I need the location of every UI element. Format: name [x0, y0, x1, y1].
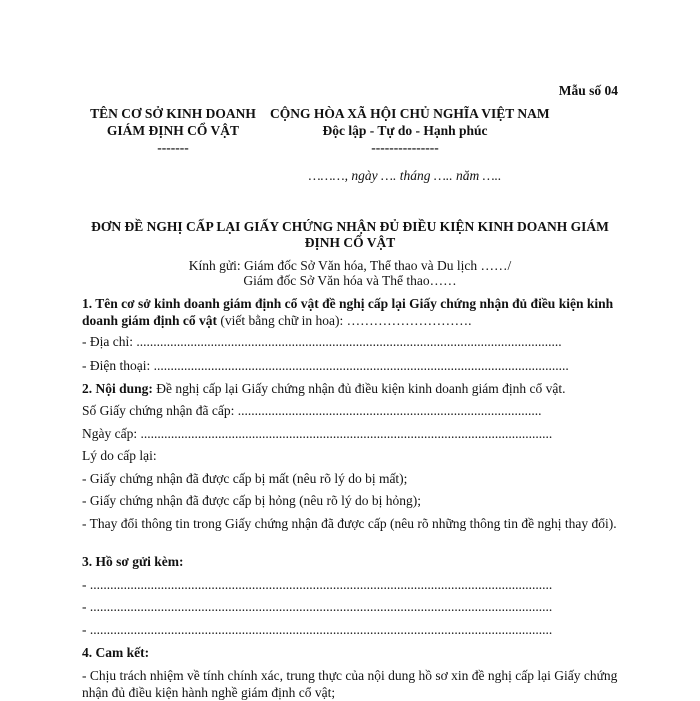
section2-heading: [82, 380, 566, 397]
org-divider: -------: [157, 140, 189, 155]
section2-heading-bold: 2. Nội dung:: [82, 381, 153, 396]
organization-header: [60, 105, 286, 156]
attachment-item-1: - .........................................................................................................................................: [82, 577, 553, 592]
address-field: - Địa chỉ: ..............................................................................................................................: [82, 334, 562, 349]
national-motto: Độc lập - Tự do - Hạnh phúc: [322, 123, 488, 138]
place-date-line: ………, ngày …. tháng ….. năm …..: [308, 168, 502, 183]
recipients: [150, 258, 550, 288]
certificate-number-field: Số Giấy chứng nhận đã cấp: ..........................................................................................: [82, 403, 542, 418]
commitment-item-1: - Chịu trách nhiệm về tính chính xác, trung thực của nội dung hồ sơ xin đề nghị cấp lại Giấy chứng nhận đủ điều kiện hành nghề giám định cổ vật;: [82, 668, 618, 700]
section1-heading-bold: 1. Tên cơ sở kinh doanh giám định cổ vật đề nghị cấp lại Giấy chứng nhận đủ điều kiện kinh doanh giám định cổ vật: [82, 296, 614, 328]
reason-damaged: - Giấy chứng nhận đã được cấp bị hỏng (nêu rõ lý do bị hỏng);: [82, 493, 421, 508]
org-name-line1: TÊN CƠ SỞ KINH DOANH: [90, 106, 256, 121]
national-header: [270, 105, 550, 156]
recipient-line2: Giám đốc Sở Văn hóa và Thể thao……: [243, 273, 457, 288]
motto-divider: ---------------: [371, 140, 439, 155]
attachment-item-2: - .........................................................................................................................................: [82, 599, 553, 614]
recipient-line1: Kính gửi: Giám đốc Sở Văn hóa, Thể thao và Du lịch ……/: [188, 258, 512, 273]
reason-changed: - Thay đổi thông tin trong Giấy chứng nhận đã được cấp (nêu rõ những thông tin đề nghị thay đổi).: [82, 516, 617, 531]
section1-heading-note: (viết bằng chữ in hoa): ……………………….: [217, 313, 472, 328]
section2-heading-text: Đề nghị cấp lại Giấy chứng nhận đủ điều kiện kinh doanh giám định cổ vật.: [152, 381, 566, 396]
document-title: ĐƠN ĐỀ NGHỊ CẤP LẠI GIẤY CHỨNG NHẬN ĐỦ ĐIỀU KIỆN KINH DOANH GIÁM ĐỊNH CỔ VẬT: [91, 219, 609, 250]
section1-heading: [82, 295, 634, 329]
reason-lost: - Giấy chứng nhận đã được cấp bị mất (nêu rõ lý do bị mất);: [82, 471, 408, 486]
section4-heading: 4. Cam kết:: [82, 645, 150, 660]
issue-date-field: Ngày cấp: ..........................................................................................................................: [82, 426, 553, 441]
phone-field: - Điện thoại: ...........................................................................................................................: [82, 358, 569, 373]
section3-heading: 3. Hồ sơ gửi kèm:: [82, 554, 184, 569]
reason-label: Lý do cấp lại:: [82, 448, 157, 463]
org-name-line2: GIÁM ĐỊNH CỔ VẬT: [106, 123, 240, 138]
attachment-item-3: - .........................................................................................................................................: [82, 622, 553, 637]
nation-name: CỘNG HÒA XÃ HỘI CHỦ NGHĨA VIỆT NAM: [270, 106, 550, 121]
form-number: Mẫu số 04: [558, 83, 618, 98]
